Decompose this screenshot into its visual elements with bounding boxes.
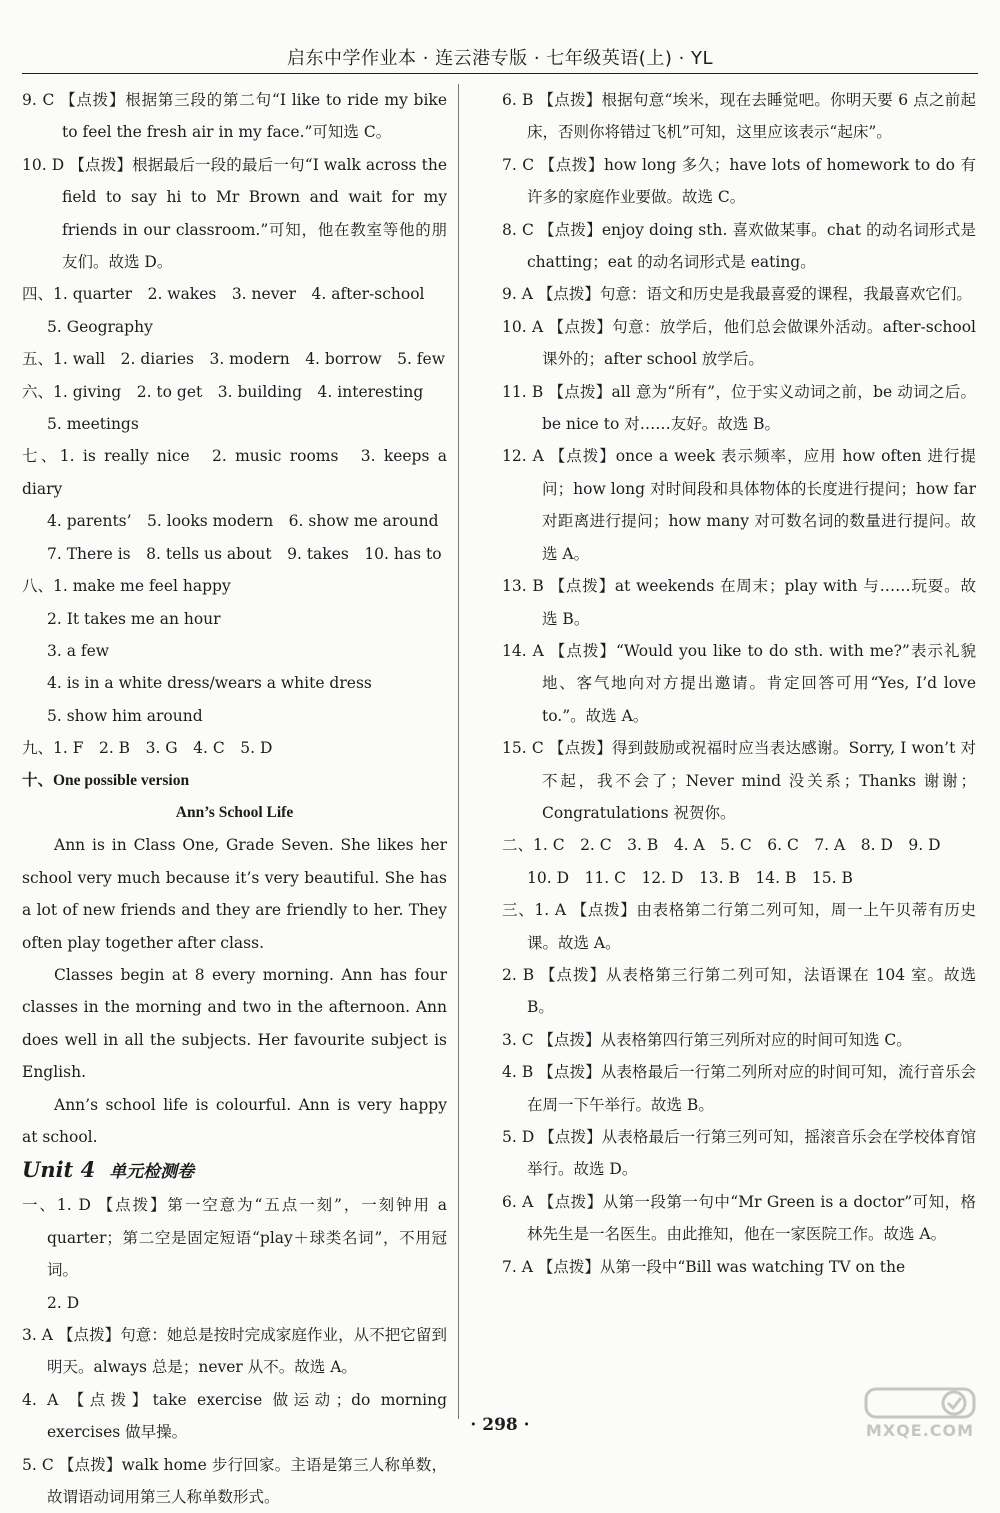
answer-item: 11. B 【点拨】all 意为“所有”，位于实义动词之前，be 动词之后。be nice to 对……友好。故选 B。 <box>502 382 976 434</box>
essay-title: Ann’s School Life <box>175 803 294 821</box>
answer-item: 14. A 【点拨】“Would you like to do sth. with me?”表示礼貌地、客气地向对方提出邀请。肯定回答可用“Yes, I’d love to.”。故选 A。 <box>502 641 976 725</box>
answer-item: 9. C 【点拨】根据第三段的第二句“I like to ride my bike to feel the fresh air in my face.”可知选 C。 <box>22 91 447 142</box>
section-line: 2. It takes me an hour <box>47 609 221 628</box>
essay-paragraph: Ann is in Class One, Grade Seven. She likes her school very much because it’s very beautiful. She has a lot of new friends and they are friendly to her. They often play together after class. <box>22 836 447 952</box>
answer-item: 10. D 【点拨】根据最后一段的最后一句“I walk across the field to say hi to Mr Brown and wait for my friends in our classroom.”可知，他在教室等他的朋友们。故选 D。 <box>22 155 447 272</box>
unit-subtitle: 单元检测卷 <box>109 1162 195 1183</box>
answer-item: 2. B 【点拨】从表格第三行第二列可知，法语课在 104 室。故选 B。 <box>502 965 976 1017</box>
section-line: 九、1. F 2. B 3. G 4. C 5. D <box>22 739 273 758</box>
section-line: 4. parents’ 5. looks modern 6. show me around <box>47 512 439 531</box>
answer-item: 13. B 【点拨】at weekends 在周末；play with 与……玩耍。故选 B。 <box>502 577 976 628</box>
section-line: 5. Geography <box>47 317 153 336</box>
answer-item: 10. A 【点拨】句意：放学后，他们总会做课外活动。after-school 课外的；after school 放学后。 <box>502 317 976 369</box>
answer-item: 9. A 【点拨】句意：语文和历史是我最喜爱的课程，我最喜欢它们。 <box>502 285 972 304</box>
answer-item: 4. A 【点拨】take exercise 做运动；do morning exercises 做早操。 <box>22 1390 447 1442</box>
section-line: 5. meetings <box>47 415 139 434</box>
answer-item: 三、1. A 【点拨】由表格第二行第二列可知，周一上午贝蒂有历史课。故选 A。 <box>502 901 976 952</box>
running-header: 启东中学作业本 · 连云港专版 · 七年级英语(上) · YL <box>286 48 714 69</box>
section-line: 10. D 11. C 12. D 13. B 14. B 15. B <box>527 868 853 887</box>
section-line: 7. There is 8. tells us about 9. takes 10. has to <box>47 544 442 563</box>
section-line: 二、1. C 2. C 3. B 4. A 5. C 6. C 7. A 8. D 9. D <box>502 836 941 855</box>
answer-item: 7. C 【点拨】how long 多久；have lots of homework to do 有许多的家庭作业要做。故选 C。 <box>502 155 976 207</box>
answer-item: 3. A 【点拨】句意：她总是按时完成家庭作业，从不把它留到明天。always 总是；never 从不。故选 A。 <box>22 1326 447 1377</box>
section-line: 五、1. wall 2. diaries 3. modern 4. borrow 5. few <box>22 350 445 369</box>
answer-item: 一、1. D 【点拨】第一空意为“五点一刻”，一刻钟用 a quarter；第二空是固定短语“play＋球类名词”，不用冠词。 <box>22 1196 447 1280</box>
column-divider <box>458 84 459 1419</box>
answer-item: 6. A 【点拨】从第一段第一句中“Mr Green is a doctor”可知，格林先生是一名医生。由此推知，他在一家医院工作。故选 A。 <box>502 1192 976 1244</box>
watermark-badge-icon <box>864 1385 976 1421</box>
section-line: 七、1. is really nice 2. music rooms 3. keeps a diary <box>22 447 447 498</box>
answer-item: 15. C 【点拨】得到鼓励或祝福时应当表达感谢。Sorry, I won’t 对不起，我不会了；Never mind 没关系；Thanks 谢谢；Congratulations 祝贺你。 <box>502 739 976 822</box>
section-heading: 十、One possible version <box>22 771 190 789</box>
answer-item: 2. D <box>47 1293 80 1312</box>
section-line: 四、1. quarter 2. wakes 3. never 4. after-school <box>22 285 425 304</box>
section-line: 5. show him around <box>47 706 203 725</box>
essay-paragraph: Classes begin at 8 every morning. Ann has four classes in the morning and two in the afternoon. Ann does well in all the subjects. Her favourite subject is English. <box>22 965 447 1082</box>
essay-paragraph: Ann’s school life is colourful. Ann is very happy at school. <box>22 1095 447 1146</box>
section-line: 八、1. make me feel happy <box>22 577 231 596</box>
answer-item: 6. B 【点拨】根据句意“埃米，现在去睡觉吧。你明天要 6 点之前起床，否则你将错过飞机”可知，这里应该表示“起床”。 <box>502 91 976 142</box>
unit-label: Unit 4 <box>22 1157 96 1183</box>
answer-item: 4. B 【点拨】从表格最后一行第二列所对应的时间可知，流行音乐会在周一下午举行。故选 B。 <box>502 1063 976 1114</box>
left-column <box>22 84 447 1507</box>
right-column <box>502 84 976 1423</box>
header-rule <box>22 73 978 74</box>
watermark-text: MXQE.COM <box>865 1421 975 1440</box>
section-line: 4. is in a white dress/wears a white dress <box>47 674 372 693</box>
answer-item: 5. C 【点拨】walk home 步行回家。主语是第三人称单数，故谓语动词用第三人称单数形式。 <box>22 1455 447 1507</box>
answer-item: 8. C 【点拨】enjoy doing sth. 喜欢做某事。chat 的动名词形式是 chatting；eat 的动名词形式是 eating。 <box>502 220 976 272</box>
answer-item: 7. A 【点拨】从第一段中“Bill was watching TV on the <box>502 1257 906 1276</box>
answer-item: 12. A 【点拨】once a week 表示频率，应用 how often 进行提问；how long 对时间段和具体物体的长度进行提问；how far 对距离进行提问；how many 对可数名词的数量进行提问。故选 A。 <box>502 447 976 563</box>
watermark-logo <box>856 1385 984 1445</box>
answer-item: 5. D 【点拨】从表格最后一行第三列可知，摇滚音乐会在学校体育馆举行。故选 D。 <box>502 1128 976 1179</box>
answer-item: 3. C 【点拨】从表格第四行第三列所对应的时间可知选 C。 <box>502 1030 912 1049</box>
unit-heading <box>22 1153 447 1189</box>
section-line: 3. a few <box>47 641 110 660</box>
page-number: · 298 · <box>470 1415 530 1435</box>
section-line: 六、1. giving 2. to get 3. building 4. interesting <box>22 382 424 401</box>
